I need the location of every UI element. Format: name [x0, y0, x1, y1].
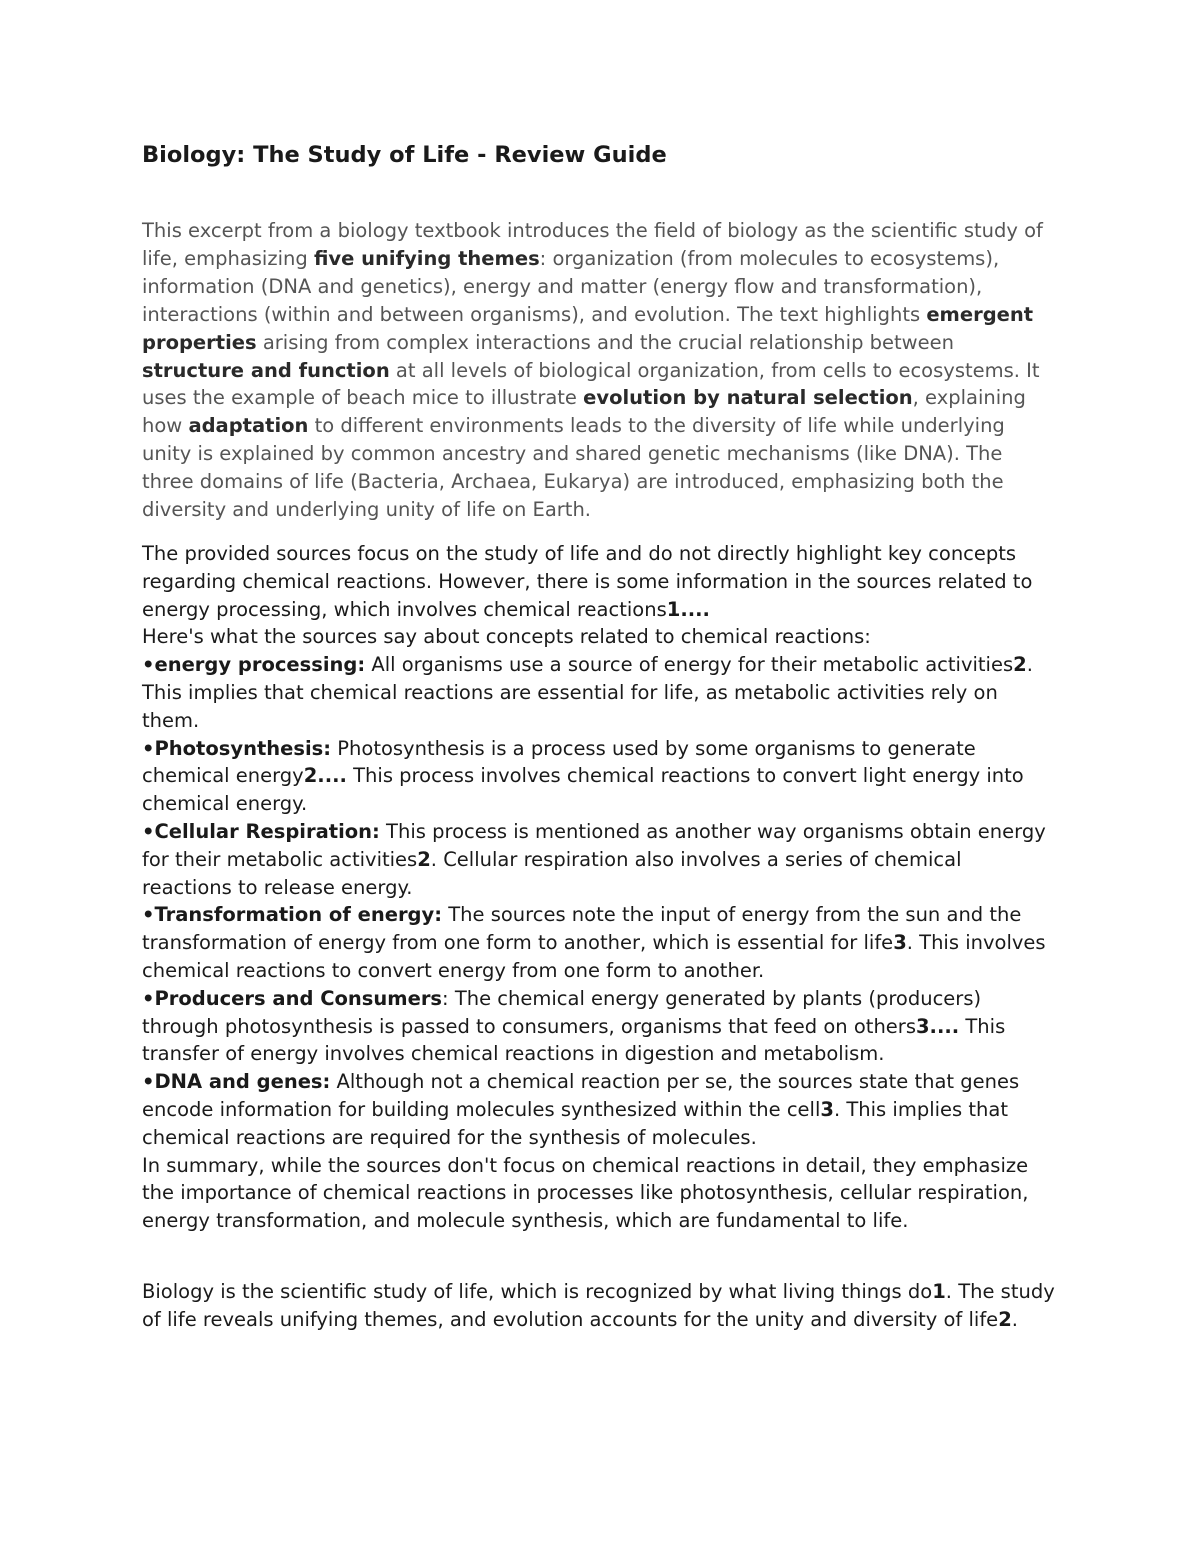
- closing-text: .: [1011, 1307, 1018, 1331]
- bullet-label: •Producers and Consumers: [142, 986, 443, 1010]
- bullet-label: •energy processing:: [142, 653, 366, 677]
- bullet-label: •Transformation of energy:: [142, 903, 443, 927]
- reference-marker: 3: [820, 1097, 834, 1121]
- bullet-label: •DNA and genes:: [142, 1070, 331, 1094]
- bullet-producers-consumers: [142, 985, 1057, 1068]
- reference-marker: 2....: [303, 764, 347, 788]
- bullet-text: This process is mentioned as another way organisms obtain energy for their metabolic activities: [142, 819, 1046, 871]
- document-title: Biology: The Study of Life - Review Guide: [142, 142, 667, 168]
- document-body: [142, 138, 1057, 1333]
- reference-marker: 1: [932, 1279, 946, 1303]
- intro-text: , explaining how: [142, 386, 1026, 438]
- intro-text: : organization (from molecules to ecosystems), information (DNA and genetics), energy and matter (energy flow and transformation), interactions (within and between organisms), and evolution. The text highlights: [142, 246, 1000, 326]
- intro-emphasis-emergent: emergent properties: [142, 302, 1034, 354]
- intro-emphasis-themes: five unifying themes: [313, 246, 540, 270]
- bullet-photosynthesis: [142, 735, 1057, 818]
- reference-marker: 3....: [915, 1014, 960, 1038]
- bullet-text: . This implies that chemical reactions are essential for life, as metabolic activities rely on them.: [142, 653, 1033, 732]
- reference-marker: 1....: [666, 597, 710, 621]
- bullet-text: . This implies that chemical reactions are required for the synthesis of molecules.: [142, 1097, 1008, 1149]
- bullet-text: The sources note the input of energy from the sun and the transformation of energy from one form to another, which is essential for life: [142, 903, 1022, 955]
- summary-paragraph: In summary, while the sources don't focus on chemical reactions in detail, they emphasize the importance of chemical reactions in processes like photosynthesis, cellular respiration, energy transformation, and molecule synthesis, which are fundamental to life.: [142, 1153, 1029, 1233]
- closing-text: Biology is the scientific study of life, which is recognized by what living things do: [142, 1279, 933, 1303]
- bullet-text: . This involves chemical reactions to convert energy from one form to another.: [142, 931, 1046, 982]
- reference-marker: 2: [1013, 653, 1027, 677]
- bullet-transformation-of-energy: [142, 901, 1057, 984]
- spacer: [142, 1235, 1057, 1278]
- bullet-cellular-respiration: [142, 818, 1057, 901]
- intro-text: at all levels of biological organization, from cells to ecosystems. It uses the example of beach mice to illustrate: [142, 358, 1040, 410]
- bullet-text: This process involves chemical reactions to convert light energy into chemical energy.: [142, 764, 1024, 816]
- bullet-dna-genes: [142, 1068, 1057, 1151]
- intro-emphasis-evolution: evolution by natural selection: [583, 386, 913, 410]
- bullet-text: : The chemical energy generated by plants (producers) through photosynthesis is passed to consumers, organisms that feed on others: [142, 986, 982, 1038]
- intro-emphasis-structure: structure and function: [142, 358, 390, 382]
- closing-paragraph: [142, 1278, 1057, 1334]
- sources-section: [142, 540, 1057, 1235]
- sources-intro: [142, 540, 1057, 623]
- sources-intro-text: The provided sources focus on the study of life and do not directly highlight key concepts regarding chemical reactions. However, there is some information in the sources related to energy processing, which involves chemical reactions: [142, 541, 1033, 621]
- bullet-text: Photosynthesis is a process used by some organisms to generate chemical energy: [142, 736, 976, 788]
- intro-emphasis-adaptation: adaptation: [188, 414, 309, 438]
- intro-text: to different environments leads to the diversity of life while underlying unity is explained by common ancestry and shared genetic mechanisms (like DNA). The three domains of life (Bacteria, Archaea, Eukarya) are introduced, emphasizing both the diversity and underlying unity of life on Earth.: [142, 414, 1005, 522]
- bullet-text: . Cellular respiration also involves a series of chemical reactions to release energy.: [142, 847, 962, 899]
- reference-marker: 3: [893, 931, 907, 955]
- bullet-label: •Cellular Respiration:: [142, 819, 380, 843]
- spacer: [142, 524, 1057, 540]
- reference-marker: 2: [417, 847, 431, 871]
- intro-text: This excerpt from a biology textbook introduces the field of biology as the scientific study of life, emphasizing: [142, 219, 1043, 270]
- bullet-text: This transfer of energy involves chemical reactions in digestion and metabolism.: [142, 1014, 1006, 1066]
- bullet-text: Although not a chemical reaction per se, the sources state that genes encode information for building molecules synthesized within the cell: [142, 1070, 1020, 1121]
- closing-text: . The study of life reveals unifying themes, and evolution accounts for the unity and diversity of life: [142, 1279, 1055, 1331]
- intro-paragraph: [142, 217, 1057, 524]
- sources-lead: Here's what the sources say about concepts related to chemical reactions:: [142, 625, 871, 649]
- bullet-energy-processing: [142, 651, 1057, 734]
- bullet-text: All organisms use a source of energy for their metabolic activities: [365, 653, 1014, 677]
- bullet-label: •Photosynthesis:: [142, 736, 332, 760]
- intro-text: arising from complex interactions and the crucial relationship between: [256, 330, 954, 354]
- reference-marker: 2: [998, 1307, 1012, 1331]
